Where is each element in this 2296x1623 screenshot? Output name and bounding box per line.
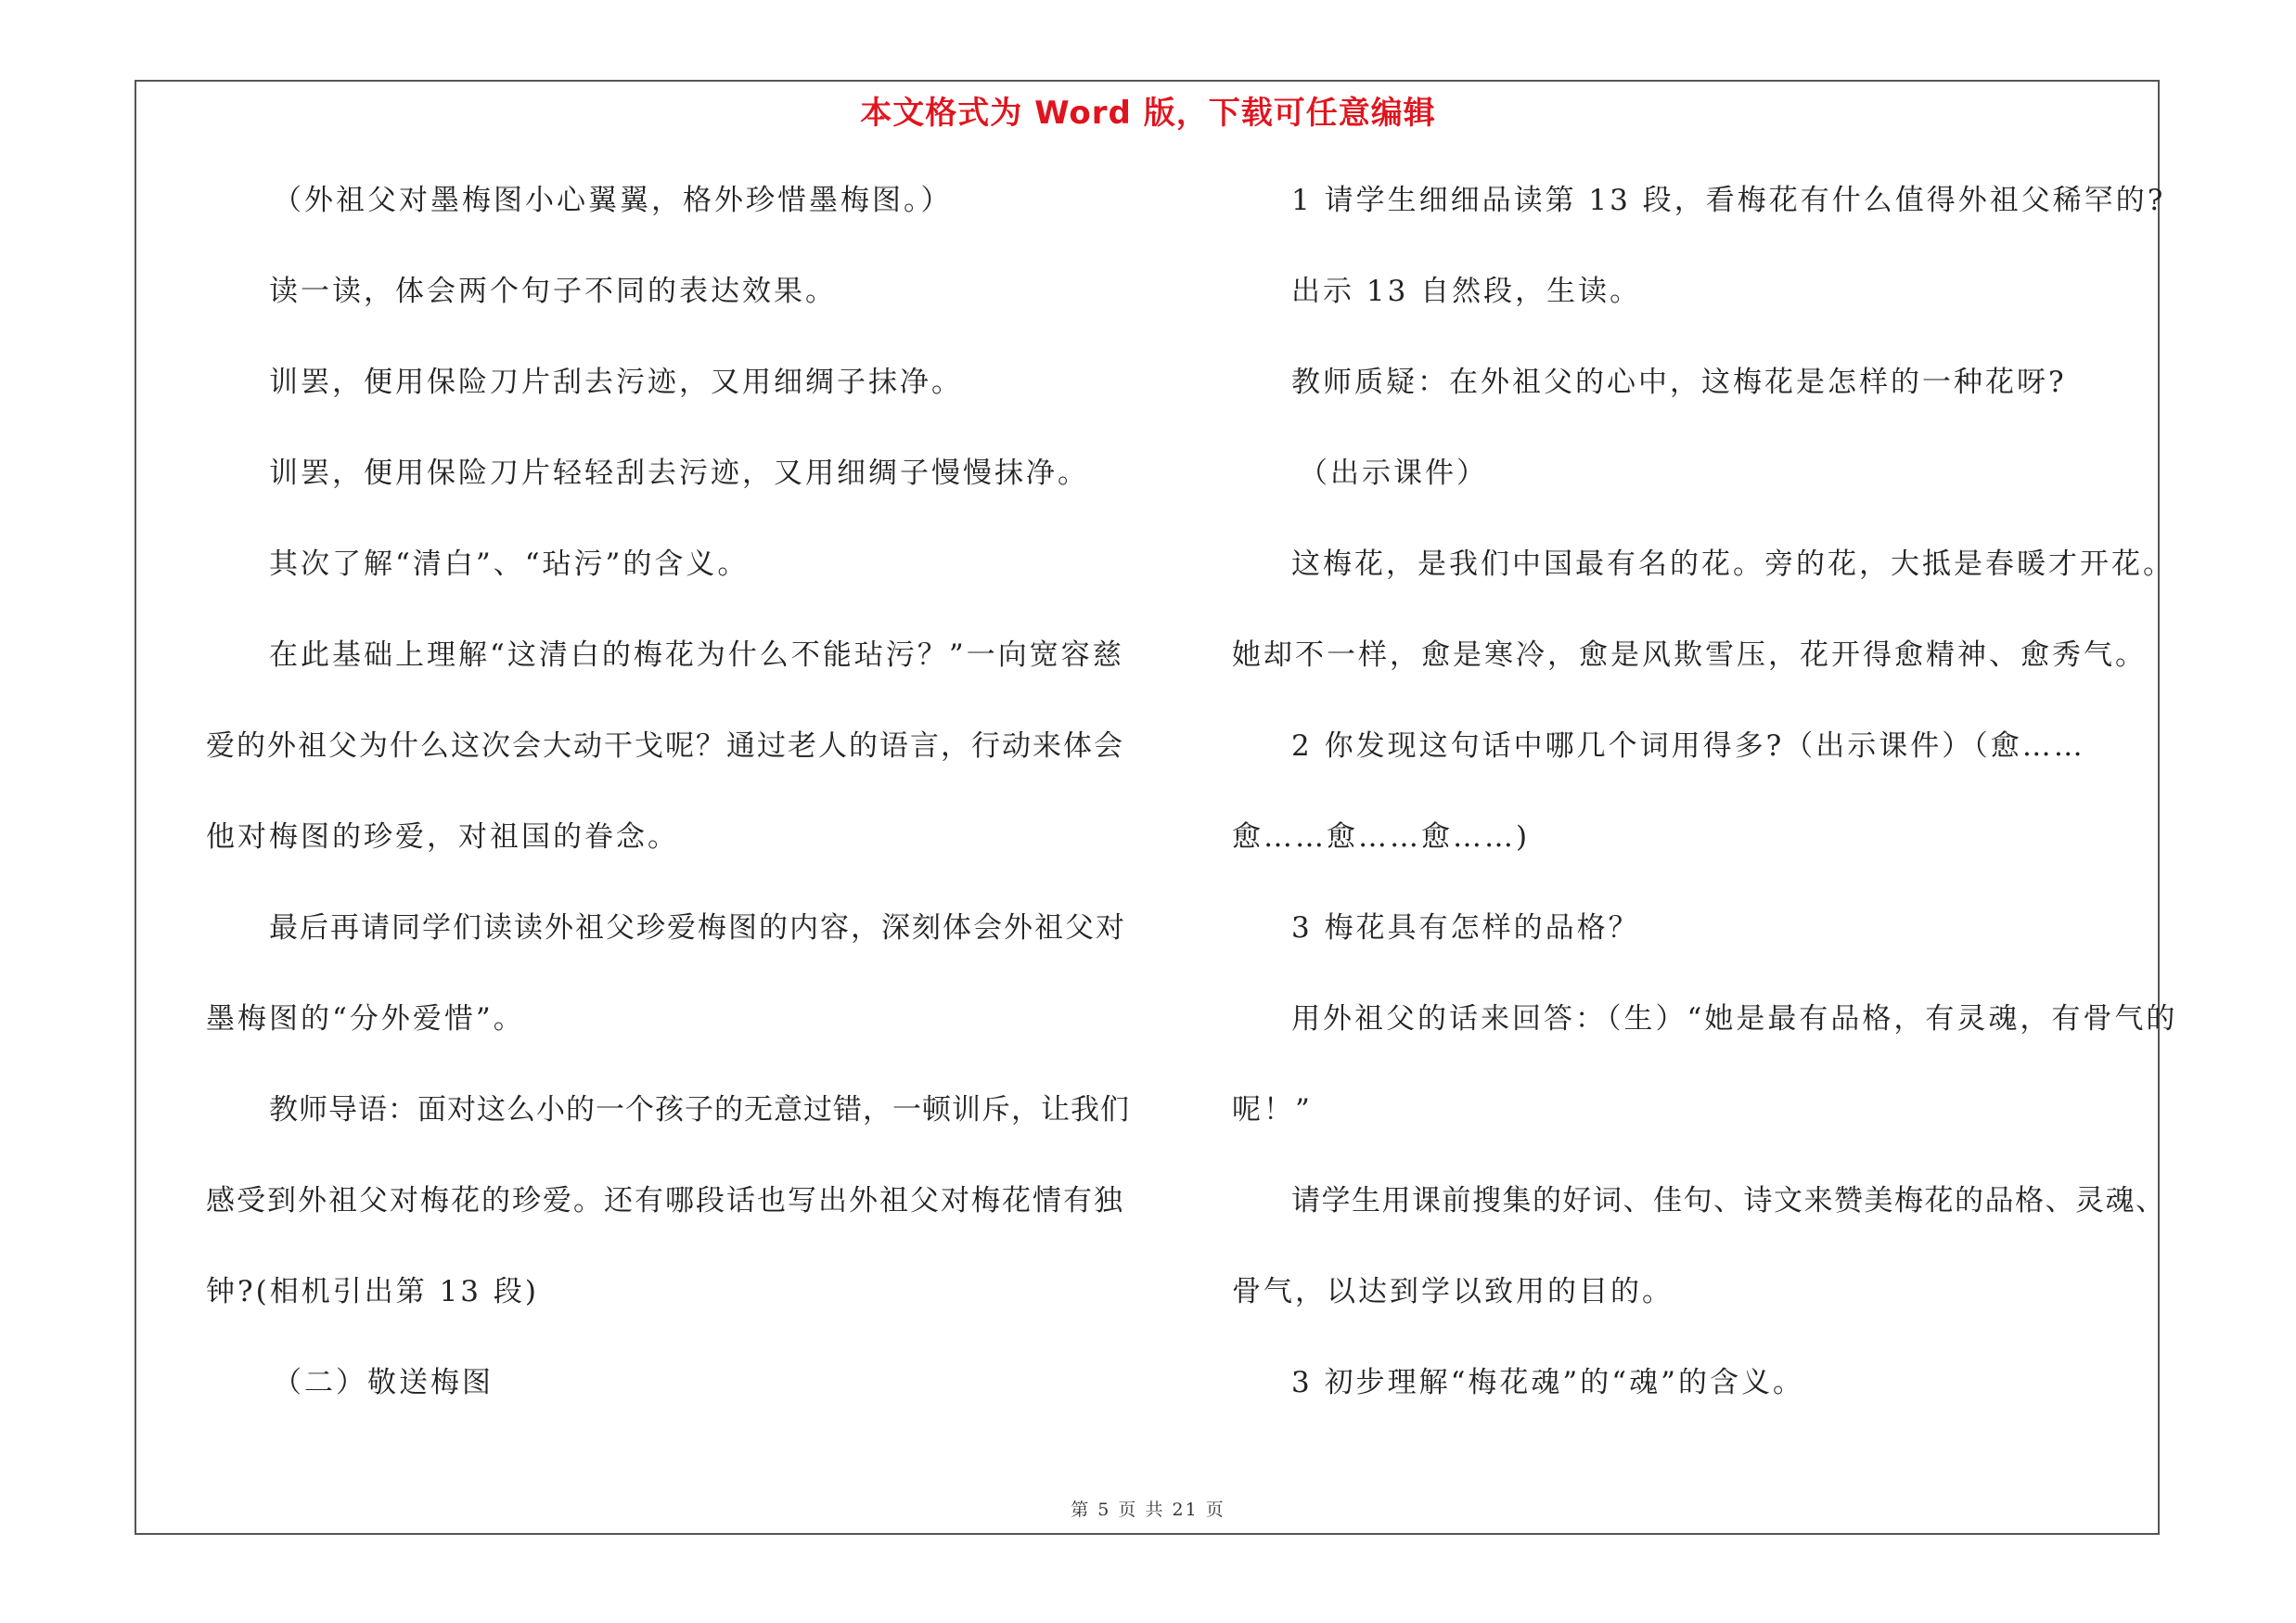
paragraph-line: 墨梅图的“分外爱惜”。 (206, 1002, 525, 1036)
paragraph-line: 1 请学生细细品读第 13 段，看梅花有什么值得外祖父稀罕的? (1291, 184, 2166, 217)
paragraph-line: 教师导语：面对这么小的一个孩子的无意过错，一顿训斥，让我们 (269, 1093, 1130, 1127)
paragraph-line: 3 梅花具有怎样的品格？ (1291, 911, 1640, 945)
paragraph-line: 训罢，便用保险刀片轻轻刮去污迹，又用细绸子慢慢抹净。 (269, 457, 1089, 490)
paragraph-line: 在此基础上理解“这清白的梅花为什么不能玷污？”一向宽容慈 (269, 638, 1124, 672)
paragraph-line: 她却不一样，愈是寒冷，愈是风欺雪压，花开得愈精神、愈秀气。 (1232, 638, 2147, 672)
paragraph-line: 用外祖父的话来回答：（生）“她是最有品格，有灵魂，有骨气的 (1291, 1002, 2178, 1036)
paragraph-line: 感受到外祖父对梅花的珍爱。还有哪段话也写出外祖父对梅花情有独 (206, 1184, 1124, 1217)
paragraph-line: 呢！” (1232, 1093, 1313, 1127)
paragraph-line: 教师质疑：在外祖父的心中，这梅花是怎样的一种花呀? (1291, 366, 2067, 399)
paragraph-line: 3 初步理解“梅花魂”的“魂”的含义。 (1291, 1366, 1804, 1399)
paragraph-line: 读一读，体会两个句子不同的表达效果。 (269, 275, 837, 308)
paragraph-line: （外祖父对墨梅图小心翼翼，格外珍惜墨梅图。） (273, 184, 953, 217)
paragraph-line: 训罢，便用保险刀片刮去污迹，又用细绸子抹净。 (269, 366, 963, 399)
paragraph-line: 请学生用课前搜集的好词、佳句、诗文来赞美梅花的品格、灵魂、 (1291, 1184, 2166, 1217)
paragraph-line: 他对梅图的珍爱，对祖国的眷念。 (206, 820, 679, 854)
paragraph-line: 其次了解“清白”、“玷污”的含义。 (269, 547, 750, 581)
paragraph-line: 骨气，以达到学以致用的目的。 (1232, 1275, 1674, 1308)
document-banner: 本文格式为 Word 版，下载可任意编辑 (860, 95, 1436, 132)
paragraph-line: 2 你发现这句话中哪几个词用得多?（出示课件）（愈…… (1291, 729, 2085, 763)
paragraph-line: 愈……愈……愈……) (1232, 820, 1531, 854)
page-number: 第 5 页 共 21 页 (1071, 1500, 1225, 1520)
paragraph-line: 钟?(相机引出第 13 段) (206, 1275, 539, 1308)
paragraph-line: （出示课件） (1299, 457, 1488, 490)
paragraph-line: 出示 13 自然段，生读。 (1291, 275, 1642, 308)
paragraph-line: 爱的外祖父为什么这次会大动干戈呢？通过老人的语言，行动来体会 (206, 729, 1124, 763)
paragraph-line: 这梅花，是我们中国最有名的花。旁的花，大抵是春暖才开花。 (1291, 547, 2174, 581)
section-heading: （二）敬送梅图 (273, 1366, 494, 1399)
paragraph-line: 最后再请同学们读读外祖父珍爱梅图的内容，深刻体会外祖父对 (269, 911, 1126, 945)
